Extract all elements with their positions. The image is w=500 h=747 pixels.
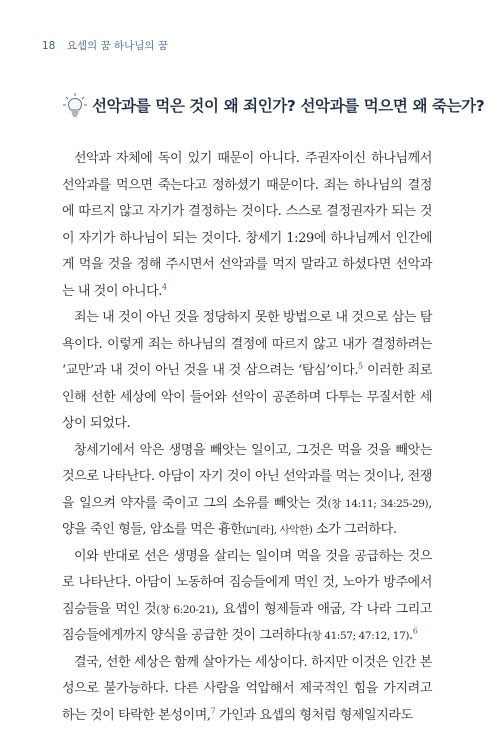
hebrew-note: (רַע[라], 사악한) [242, 524, 313, 536]
paragraph-1: 선악과 자체에 독이 있기 때문이 아니다. 주권자이신 하나님께서 선악과를 먹으면 죽는다고 정하셨기 때문이다. 죄는 하나님의 결정에 따르지 않고 자기가 결정하는 것이다. 스스로 결정권자가 되는 것이 자기가 하나님이 되는 것이다. 창세기 1:29에 하나님께서 인간에게 먹을 것을 정해 주시면서 선악과를 먹지 말라고 하셨다면 선악과는 내 것이 아니다.$^4$ [62, 151, 432, 299]
footnote-6[interactable]: 6 [412, 626, 418, 636]
paragraph-2: 죄는 내 것이 아닌 것을 정당하지 못한 방법으로 내 것으로 삼는 탐욕이다. 이렇게 죄는 하나님의 결정에 따르지 않고 내가 결정하려는 ‘교만’과 내 것이 아닌 것을 내 것 삼으려는 ‘탐심’이다.$^5$ 이러한 죄로 인해 선한 세상에 악이 들어와 선악이 공존하며 다투는 무질서한 세상이 되었다. [62, 310, 432, 431]
paragraph-4: 이와 반대로 선은 생명을 살리는 일이며 먹을 것을 공급하는 것으로 나타난다. 아담이 노동하여 짐승들에게 먹인 것, 노아가 방주에서 짐승들을 먹인 것(창 6:20-21), 요셉이 형제들과 애굽, 각 나라 그리고 짐승들에게까지 양식을 공급한 것이 그러하다(창 41:57; 47:12, 17).$^6$ [62, 548, 433, 643]
footnote-7[interactable]: 7 [210, 706, 216, 716]
paragraph-3: 창세기에서 악은 생명을 빼앗는 일이고, 그것은 먹을 것을 빼앗는 것으로 나타난다. 아담이 자기 것이 아닌 선악과를 먹는 것이나, 전쟁을 일으켜 약자를 죽이고 그의 소유를 빼앗는 것(창 14:11; 34:25-29), 양을 죽인 형들, 암소를 먹은 흉한(רַע[라], 사악한) 소가 그러하다. [62, 442, 432, 537]
footnote-4[interactable]: 4 [162, 282, 167, 292]
running-header [42, 38, 168, 53]
section-title: 선악과를 먹은 것이 왜 죄인가? 선악과를 먹으면 왜 죽는가? [92, 97, 485, 115]
footnote-5[interactable]: 5 [357, 361, 363, 371]
page-number: 18 [42, 40, 56, 52]
lightbulb-icon [62, 92, 88, 118]
running-title: 요셉의 꿈 하나님의 꿈 [66, 40, 169, 52]
paragraph-5: 결국, 선한 세상은 함께 살아가는 세상이다. 하지만 이것은 인간 본성으로 불가능하다. 다른 사람을 억압해서 제국적인 힘을 가지려고 하는 것이 타락한 본성이며,$^7$ 가인과 요셉의 형처럼 형제일지라도 [62, 654, 432, 723]
body-text [62, 146, 432, 729]
section-heading [62, 92, 484, 118]
scripture-ref: (창 41:57; 47:12, 17) [307, 630, 410, 642]
scripture-ref: (창 14:11; 34:25-29) [327, 497, 429, 510]
scripture-ref: (창 6:20-21) [156, 603, 215, 616]
